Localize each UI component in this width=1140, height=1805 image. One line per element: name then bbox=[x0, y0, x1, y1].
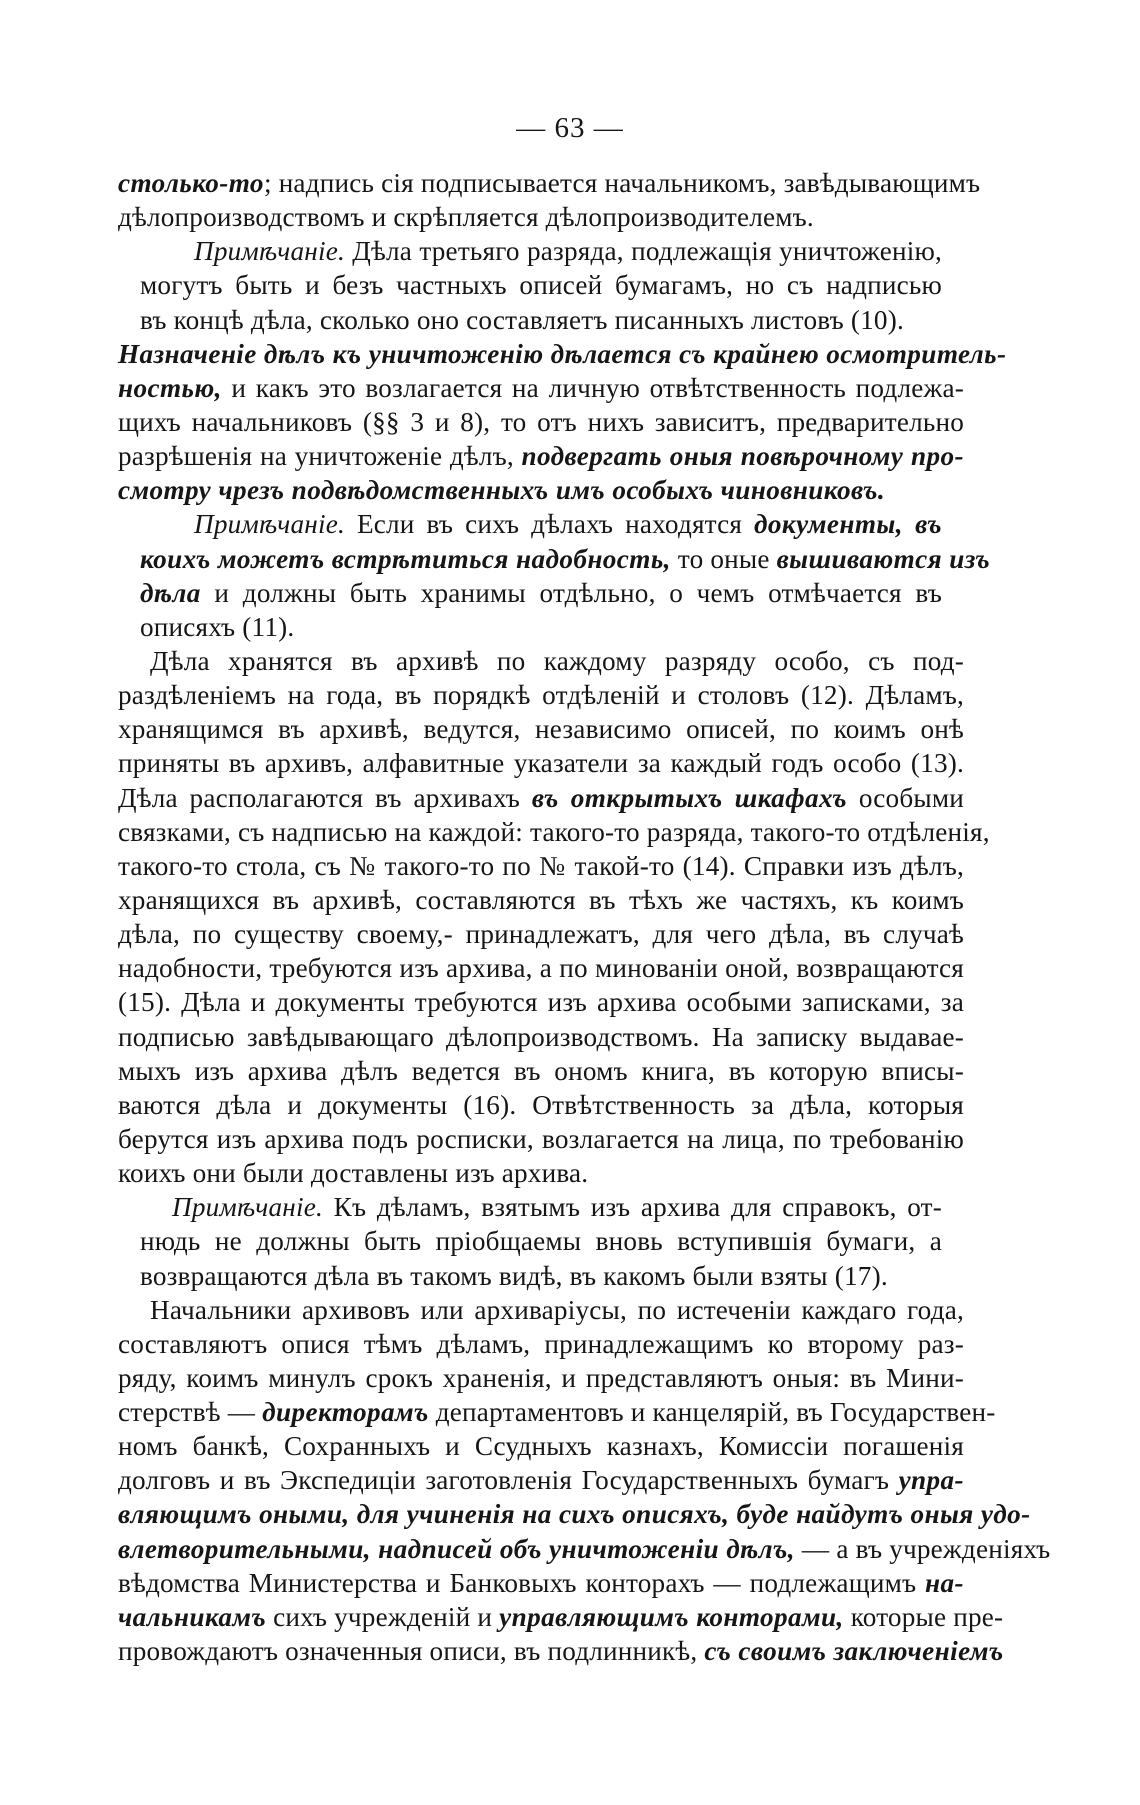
emphasis-text: въ открытыхъ шкафахъ bbox=[531, 782, 848, 813]
text-line bbox=[118, 951, 964, 985]
text-run: описяхъ (11). bbox=[140, 611, 295, 642]
emphasis-text: ностью, bbox=[118, 372, 222, 403]
text-run: подписью завѣдывающаго дѣлопроизводствомъ. На записку выдавае- bbox=[118, 1021, 964, 1052]
text-run: составляютъ опися тѣмъ дѣламъ, принадлежащимъ ко второму раз- bbox=[118, 1328, 964, 1359]
text-run: дѣлопроизводствомъ и скрѣпляется дѣлопроизводителемъ. bbox=[118, 202, 814, 233]
text-run: и должны быть хранимы отдѣльно, о чемъ отмѣчается въ bbox=[200, 577, 942, 608]
text-line bbox=[118, 1532, 1051, 1566]
text-run: сихъ учрежденій и bbox=[266, 1601, 500, 1632]
text-line bbox=[118, 1429, 964, 1463]
text-run: берутся изъ архива подъ росписки, возлагается на лица, по требованію bbox=[118, 1123, 964, 1154]
text-line bbox=[118, 1156, 964, 1190]
text-run: номъ банкѣ, Сохранныхъ и Ссудныхъ казнахъ, Комиссіи погашенія bbox=[118, 1431, 964, 1462]
text-line bbox=[118, 1395, 996, 1429]
text-line bbox=[118, 917, 964, 951]
emphasis-text: Примѣчаніе. bbox=[194, 236, 345, 267]
text-line bbox=[140, 1224, 942, 1258]
text-line bbox=[118, 371, 964, 405]
text-run: возвращаются дѣла въ такомъ видѣ, въ какомъ были взяты (17). bbox=[140, 1260, 888, 1291]
text-run: связками, съ надписью на каждой: такого-то разряда, такого-то отдѣленія, bbox=[118, 816, 990, 847]
text-run: Дѣла третьяго разряда, подлежащія уничтоженію, bbox=[344, 236, 942, 267]
emphasis-text: влетворительными, надписей объ уничтоженіи дѣлъ, bbox=[118, 1533, 795, 1564]
text-run: дѣла, по существу своему,- принадлежатъ, для чего дѣла, въ случаѣ bbox=[118, 919, 964, 950]
text-line bbox=[118, 1122, 964, 1156]
text-run: (15). Дѣла и документы требуются изъ архива особыми записками, за bbox=[118, 987, 964, 1018]
text-run: провождаютъ означенныя описи, въ подлинникѣ, bbox=[118, 1636, 705, 1667]
emphasis-text: столько-то bbox=[118, 168, 264, 198]
text-run: стерствѣ — bbox=[118, 1397, 263, 1428]
text-run: и какъ это возлагается на личную отвѣтственность подлежа- bbox=[221, 372, 964, 403]
text-line bbox=[118, 985, 964, 1019]
text-line bbox=[118, 746, 964, 780]
emphasis-text: подвергать оныя повѣрочному про- bbox=[521, 441, 964, 472]
text-line bbox=[118, 439, 964, 473]
emphasis-text: управляющимъ конторами, bbox=[499, 1601, 844, 1632]
text-line bbox=[140, 1259, 942, 1293]
text-run: ваются дѣла и документы (16). Отвѣтственность за дѣла, которыя bbox=[118, 1089, 964, 1120]
text-line bbox=[140, 610, 942, 644]
text-run: хранящимся въ архивѣ, ведутся, независимо описей, по коимъ онѣ bbox=[118, 714, 964, 745]
text-line bbox=[118, 1088, 964, 1122]
emphasis-text: дѣла bbox=[140, 577, 201, 608]
text-line bbox=[118, 849, 964, 883]
text-line bbox=[118, 712, 964, 746]
text-line bbox=[118, 815, 990, 849]
text-line bbox=[118, 1600, 1004, 1634]
text-line bbox=[140, 1190, 942, 1224]
page-number: — 63 — bbox=[516, 112, 624, 144]
text-line bbox=[118, 644, 964, 678]
text-run: нюдь не должны быть пріобщаемы вновь вступившія бумаги, а bbox=[140, 1226, 942, 1257]
text-run: вѣдомства Министерства и Банковыхъ конторахъ — подлежащимъ bbox=[118, 1567, 926, 1598]
text-run: — а въ учрежденіяхъ bbox=[794, 1533, 1051, 1564]
text-run: приняты въ архивъ, алфавитные указатели за каждый годъ особо (13). bbox=[118, 748, 964, 779]
text-line bbox=[118, 166, 981, 200]
text-line bbox=[140, 303, 942, 337]
text-run: ; надпись сія подписывается начальникомъ, завѣдывающимъ bbox=[263, 168, 981, 198]
text-line bbox=[118, 1293, 964, 1327]
emphasis-text: вляющимъ оными, для учиненія на сихъ описяхъ, буде найдутъ оныя удо- bbox=[118, 1499, 1031, 1530]
emphasis-text: упра- bbox=[898, 1465, 964, 1496]
text-run: въ концѣ дѣла, сколько оно составляетъ писанныхъ листовъ (10). bbox=[140, 304, 904, 335]
emphasis-text: Примѣчаніе. bbox=[172, 1192, 323, 1223]
text-run: долговъ и въ Экспедиціи заготовленія Государственныхъ бумагъ bbox=[118, 1465, 899, 1496]
text-run: мыхъ изъ архива дѣлъ ведется въ ономъ книга, въ которую вписы- bbox=[118, 1055, 964, 1086]
text-run: хранящихся въ архивѣ, составляются въ тѣхъ же частяхъ, къ коимъ bbox=[118, 884, 964, 915]
text-line bbox=[118, 1020, 964, 1054]
text-run: разрѣшенія на уничтоженіе дѣлъ, bbox=[118, 441, 522, 472]
text-run: могутъ быть и безъ частныхъ описей бумагамъ, но съ надписью bbox=[140, 270, 942, 301]
text-line bbox=[118, 781, 964, 815]
text-line bbox=[140, 542, 991, 576]
emphasis-text: чальникамъ bbox=[118, 1601, 267, 1632]
text-run: особыми bbox=[847, 782, 964, 813]
text-run: такого-то стола, съ № такого-то по № такой-то (14). Справки изъ дѣлъ, bbox=[118, 850, 964, 881]
emphasis-text: съ своимъ заключеніемъ bbox=[704, 1636, 1004, 1667]
text-line bbox=[118, 1497, 1031, 1531]
text-run: Дѣла хранятся въ архивѣ по каждому разряду особо, съ под- bbox=[150, 645, 964, 676]
emphasis-text: Примѣчаніе. bbox=[194, 509, 345, 540]
text-line bbox=[118, 1327, 964, 1361]
emphasis-text: документы, въ bbox=[754, 509, 942, 540]
emphasis-text: Назначеніе дѣлъ къ уничтоженію дѣлается съ крайнею осмотритель- bbox=[118, 338, 1007, 369]
text-line bbox=[140, 576, 942, 610]
text-run: Если въ сихъ дѣлахъ находятся bbox=[344, 509, 755, 540]
emphasis-text: вышиваются изъ bbox=[776, 543, 991, 574]
text-line bbox=[118, 1361, 964, 1395]
text-run: Дѣла располагаются въ архивахъ bbox=[118, 782, 532, 813]
text-run: то оные bbox=[670, 543, 777, 574]
text-line bbox=[118, 200, 964, 234]
emphasis-text: коихъ можетъ встрѣтиться надобность, bbox=[140, 543, 671, 574]
body-text bbox=[118, 166, 1051, 1668]
emphasis-text: смотру чрезъ подвѣдомственныхъ имъ особыхъ чиновниковъ. bbox=[118, 475, 886, 506]
text-line bbox=[118, 678, 964, 712]
text-line bbox=[140, 234, 942, 268]
text-run: ряду, коимъ минулъ срокъ храненія, и представляютъ оныя: въ Мини- bbox=[118, 1362, 964, 1393]
text-line bbox=[118, 883, 964, 917]
text-line bbox=[118, 1463, 964, 1497]
text-line bbox=[140, 268, 942, 302]
text-line bbox=[118, 473, 964, 507]
text-run: Начальники архивовъ или архиваріусы, по истеченіи каждаго года, bbox=[150, 1294, 964, 1325]
text-run: раздѣленіемъ на года, въ порядкѣ отдѣленій и столовъ (12). Дѣламъ, bbox=[118, 680, 964, 711]
text-line bbox=[118, 1054, 964, 1088]
text-run: щихъ начальниковъ (§§ 3 и 8), то отъ нихъ зависитъ, предварительно bbox=[118, 406, 964, 437]
text-run: Къ дѣламъ, взятымъ изъ архива для справокъ, от- bbox=[322, 1192, 942, 1223]
text-line bbox=[140, 507, 942, 541]
text-line bbox=[118, 1566, 964, 1600]
text-run: коихъ они были доставлены изъ архива. bbox=[118, 1158, 589, 1189]
emphasis-text: директорамъ bbox=[262, 1397, 429, 1428]
text-run: надобности, требуются изъ архива, а по минованіи оной, возвращаются bbox=[118, 953, 964, 984]
text-line bbox=[118, 337, 1007, 371]
text-line bbox=[118, 405, 964, 439]
text-run: департаментовъ и канцелярій, въ Государствен- bbox=[428, 1397, 996, 1428]
emphasis-text: на- bbox=[925, 1567, 964, 1598]
text-run: которые пре- bbox=[843, 1601, 1004, 1632]
text-line bbox=[118, 1634, 1004, 1668]
